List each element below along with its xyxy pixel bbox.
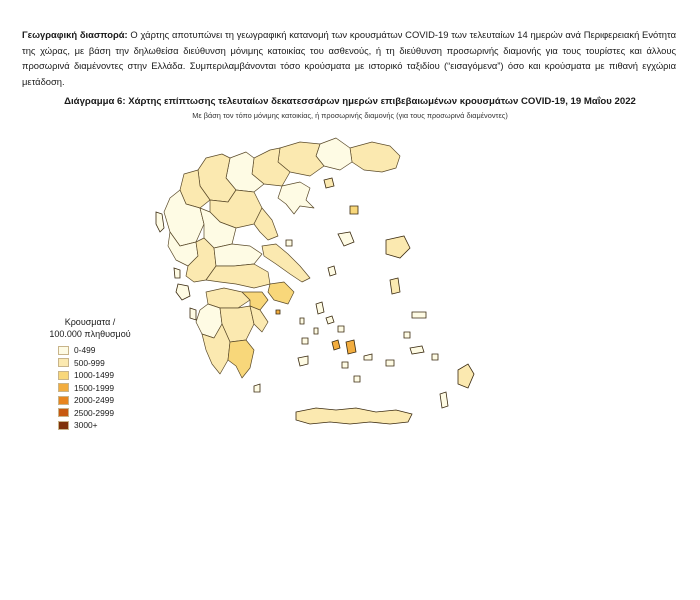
island-karpathos	[440, 392, 448, 408]
island-kos	[410, 346, 424, 354]
region-chalkidiki	[278, 182, 314, 214]
island-mykonos	[338, 326, 344, 332]
island-crete	[296, 408, 412, 424]
legend-item	[58, 419, 140, 432]
intro-paragraph	[22, 27, 676, 89]
intro-text: Ο χάρτης αποτυπώνει τη γεωγραφική κατανομή των κρουσμάτων COVID-19 των τελευταίων 14 ημερών ανά Περιφερειακή Ενότητα της χώρας, με βάση την δηλωθείσα διεύθυνση μόνιμης κατοικίας του ασθενούς, ή τη διεύθυνση προσωρινής διαμονής για τους τουρίστες και άλλους προσωρινά διαμένοντες στην Ελλάδα. Συμπεριλαμβάνονται τόσο κρούσματα με ιστορικό ταξιδίου (“εισαγόμενα”) όσο και κρούσματα με πιθανή εγχώρια μετάδοση.	[22, 29, 676, 87]
island-skiathos	[286, 240, 292, 246]
map-legend	[40, 316, 140, 432]
island-tinos	[326, 316, 334, 324]
region-fokida-boeotia	[206, 264, 270, 288]
legend-swatch	[58, 346, 69, 355]
island-kalymnos	[404, 332, 410, 338]
island-astypalea	[386, 360, 394, 366]
island-samothraki	[350, 206, 358, 214]
legend-item	[58, 407, 140, 420]
region-fthiotida	[214, 244, 262, 266]
legend-swatch	[58, 383, 69, 392]
island-corfu	[156, 212, 164, 232]
legend-label: 1000-1499	[74, 370, 115, 381]
figure-subtitle: Με βάση τον τόπο μόνιμης κατοικίας, ή προσωρινής διαμονής (για τους προσωρινά διαμένοντες)	[192, 111, 508, 120]
region-attica	[268, 282, 294, 304]
island-paros	[332, 340, 340, 350]
island-syros	[314, 328, 318, 334]
region-lakonia	[228, 340, 254, 378]
legend-swatch	[58, 358, 69, 367]
greece-choropleth-map	[150, 128, 490, 438]
legend-label: 2000-2499	[74, 395, 115, 406]
legend-title	[40, 316, 140, 340]
island-santorini	[354, 376, 360, 382]
island-thasos	[324, 178, 334, 188]
legend-item	[58, 382, 140, 395]
island-kythira	[254, 384, 260, 392]
region-thrace-east	[350, 142, 400, 172]
island-chios	[390, 278, 400, 294]
island-amorgos	[364, 354, 372, 360]
island-kefalonia	[176, 284, 190, 300]
legend-swatch	[58, 371, 69, 380]
legend-swatch	[58, 408, 69, 417]
island-rhodes	[458, 364, 474, 388]
region-achaia	[206, 288, 250, 308]
legend-label: 0-499	[74, 345, 96, 356]
region-evia	[262, 244, 310, 282]
legend-item	[58, 394, 140, 407]
island-serifos	[302, 338, 308, 344]
island-lesvos	[386, 236, 410, 258]
legend-swatch	[58, 396, 69, 405]
region-argolida	[250, 306, 268, 332]
legend-label: 1500-1999	[74, 382, 115, 393]
legend-title-line1: Κρουσματα /	[64, 317, 116, 327]
legend-label: 500-999	[74, 357, 105, 368]
legend-label: 2500-2999	[74, 407, 115, 418]
legend-item	[58, 369, 140, 382]
legend-title-line2: 100.000 πληθυσμού	[49, 329, 131, 339]
island-naxos	[346, 340, 356, 354]
legend-item	[58, 357, 140, 370]
island-limnos	[338, 232, 354, 246]
legend-item	[58, 344, 140, 357]
island-milos	[298, 356, 308, 366]
island-lefkada	[174, 268, 180, 278]
island-ios	[342, 362, 348, 368]
island-tilos	[432, 354, 438, 360]
island-aegina	[276, 310, 280, 314]
island-samos	[412, 312, 426, 318]
legend-label: 3000+	[74, 420, 98, 431]
figure-title: Διάγραμμα 6: Χάρτης επίπτωσης τελευταίων δεκατεσσάρων ημερών επιβεβαιωμένων κρουσμάτων COVID-19, 19 Μαΐου 2022	[64, 96, 636, 107]
island-kea	[300, 318, 304, 324]
legend-swatch	[58, 421, 69, 430]
island-zakynthos	[190, 308, 196, 320]
island-skyros	[328, 266, 336, 276]
intro-lead: Γεωγραφική διασπορά:	[22, 29, 128, 40]
island-andros	[316, 302, 324, 314]
